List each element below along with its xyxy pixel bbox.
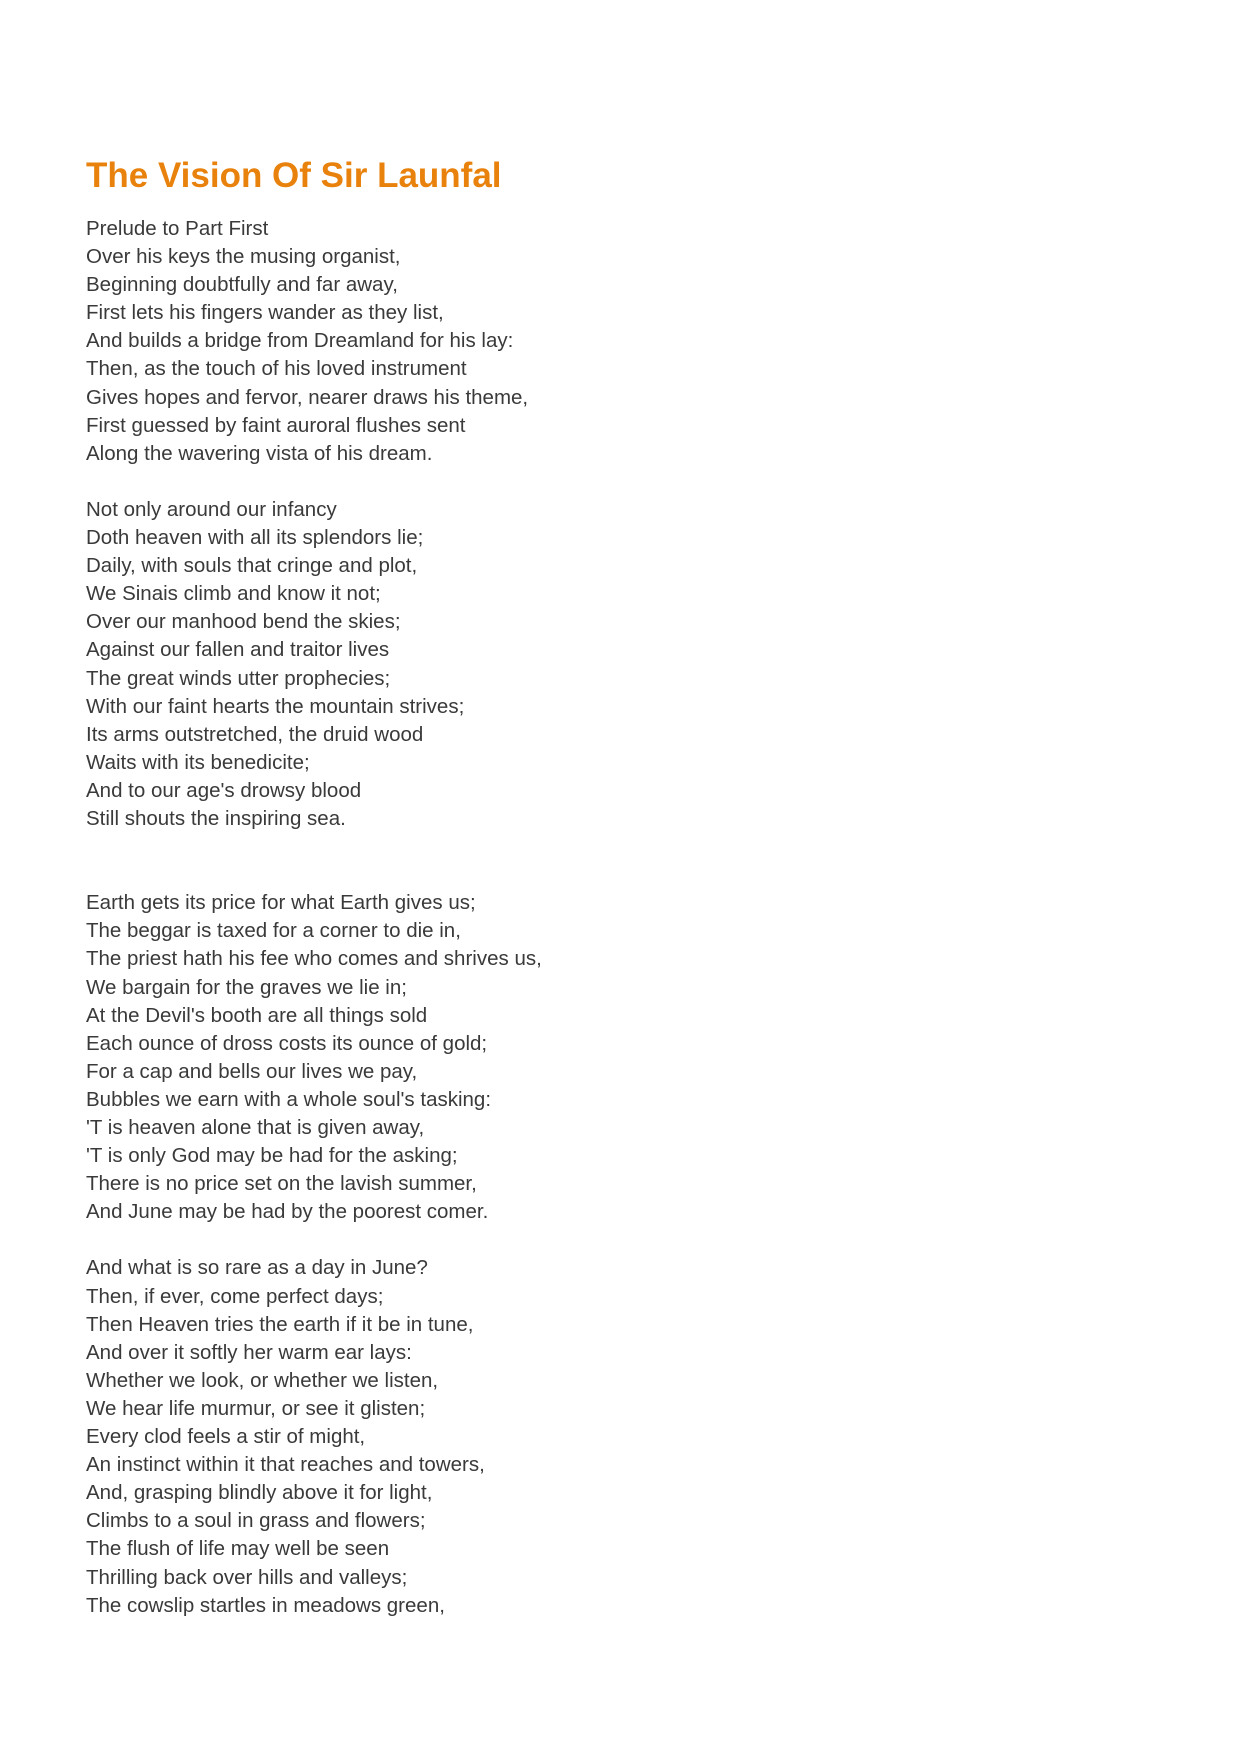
- poem-line: Over our manhood bend the skies;: [86, 610, 401, 634]
- poem-line: And June may be had by the poorest comer.: [86, 1200, 489, 1224]
- page-title: The Vision Of Sir Launfal: [86, 156, 502, 195]
- poem-line: Every clod feels a stir of might,: [86, 1425, 366, 1449]
- poem-line: And what is so rare as a day in June?: [86, 1256, 428, 1280]
- poem-line: Prelude to Part First: [86, 217, 269, 240]
- poem-line: Each ounce of dross costs its ounce of gold;: [86, 1031, 488, 1055]
- poem-line: Gives hopes and fervor, nearer draws his theme,: [86, 385, 529, 409]
- poem-line: Not only around our infancy: [86, 497, 337, 521]
- poem-line: Then, as the touch of his loved instrument: [86, 357, 467, 381]
- poem-line: 'T is only God may be had for the asking;: [86, 1144, 458, 1168]
- poem-line: Then Heaven tries the earth if it be in tune,: [86, 1312, 474, 1336]
- document-page: [86, 154, 1186, 1620]
- stanza-spacer: [86, 1226, 1186, 1254]
- poem-line: The beggar is taxed for a corner to die in,: [86, 919, 461, 943]
- poem-line: And over it softly her warm ear lays:: [86, 1340, 412, 1364]
- poem-line: First guessed by faint auroral flushes sent: [86, 413, 466, 437]
- stanza-spacer: [86, 833, 1186, 889]
- poem-line: An instinct within it that reaches and towers,: [86, 1453, 485, 1477]
- poem-line: The priest hath his fee who comes and shrives us,: [86, 947, 542, 971]
- poem-line: With our faint hearts the mountain strives;: [86, 694, 465, 718]
- stanza-3: [86, 889, 1186, 1226]
- poem-line: We bargain for the graves we lie in;: [86, 975, 407, 999]
- poem-line: Still shouts the inspiring sea.: [86, 806, 346, 830]
- poem-line: First lets his fingers wander as they list,: [86, 301, 444, 325]
- poem-line: Whether we look, or whether we listen,: [86, 1368, 439, 1392]
- stanza-2: [86, 496, 1186, 833]
- stanza-spacer: [86, 468, 1186, 496]
- poem-line: Beginning doubtfully and far away,: [86, 273, 398, 297]
- poem-line: Earth gets its price for what Earth gives us;: [86, 891, 476, 915]
- poem-line: We Sinais climb and know it not;: [86, 582, 381, 606]
- poem-line: And builds a bridge from Dreamland for his lay:: [86, 329, 514, 353]
- poem-line: And, grasping blindly above it for light,: [86, 1481, 433, 1505]
- poem-line: Climbs to a soul in grass and flowers;: [86, 1509, 426, 1533]
- poem-line: Doth heaven with all its splendors lie;: [86, 526, 424, 550]
- poem-line: Bubbles we earn with a whole soul's tasking:: [86, 1087, 492, 1111]
- stanza-1: [86, 215, 1186, 468]
- poem-line: Along the wavering vista of his dream.: [86, 441, 433, 465]
- poem-line: The great winds utter prophecies;: [86, 666, 391, 690]
- poem-line: Then, if ever, come perfect days;: [86, 1284, 384, 1308]
- poem-line: Daily, with souls that cringe and plot,: [86, 554, 418, 578]
- poem-line: There is no price set on the lavish summer,: [86, 1172, 477, 1196]
- poem-line: 'T is heaven alone that is given away,: [86, 1116, 425, 1139]
- poem-line: And to our age's drowsy blood: [86, 778, 362, 802]
- poem-line: The cowslip startles in meadows green,: [86, 1593, 445, 1617]
- poem-line: At the Devil's booth are all things sold: [86, 1003, 428, 1027]
- poem-line: The flush of life may well be seen: [86, 1537, 390, 1561]
- poem-line: We hear life murmur, or see it glisten;: [86, 1396, 426, 1420]
- poem-line: Over his keys the musing organist,: [86, 245, 401, 269]
- poem-line: For a cap and bells our lives we pay,: [86, 1059, 418, 1083]
- poem-line: Against our fallen and traitor lives: [86, 638, 390, 662]
- poem-line: Thrilling back over hills and valleys;: [86, 1565, 408, 1589]
- poem-line: Waits with its benedicite;: [86, 750, 310, 774]
- poem-line: Its arms outstretched, the druid wood: [86, 722, 424, 746]
- poem-body: [86, 215, 1186, 1620]
- stanza-4: [86, 1254, 1186, 1619]
